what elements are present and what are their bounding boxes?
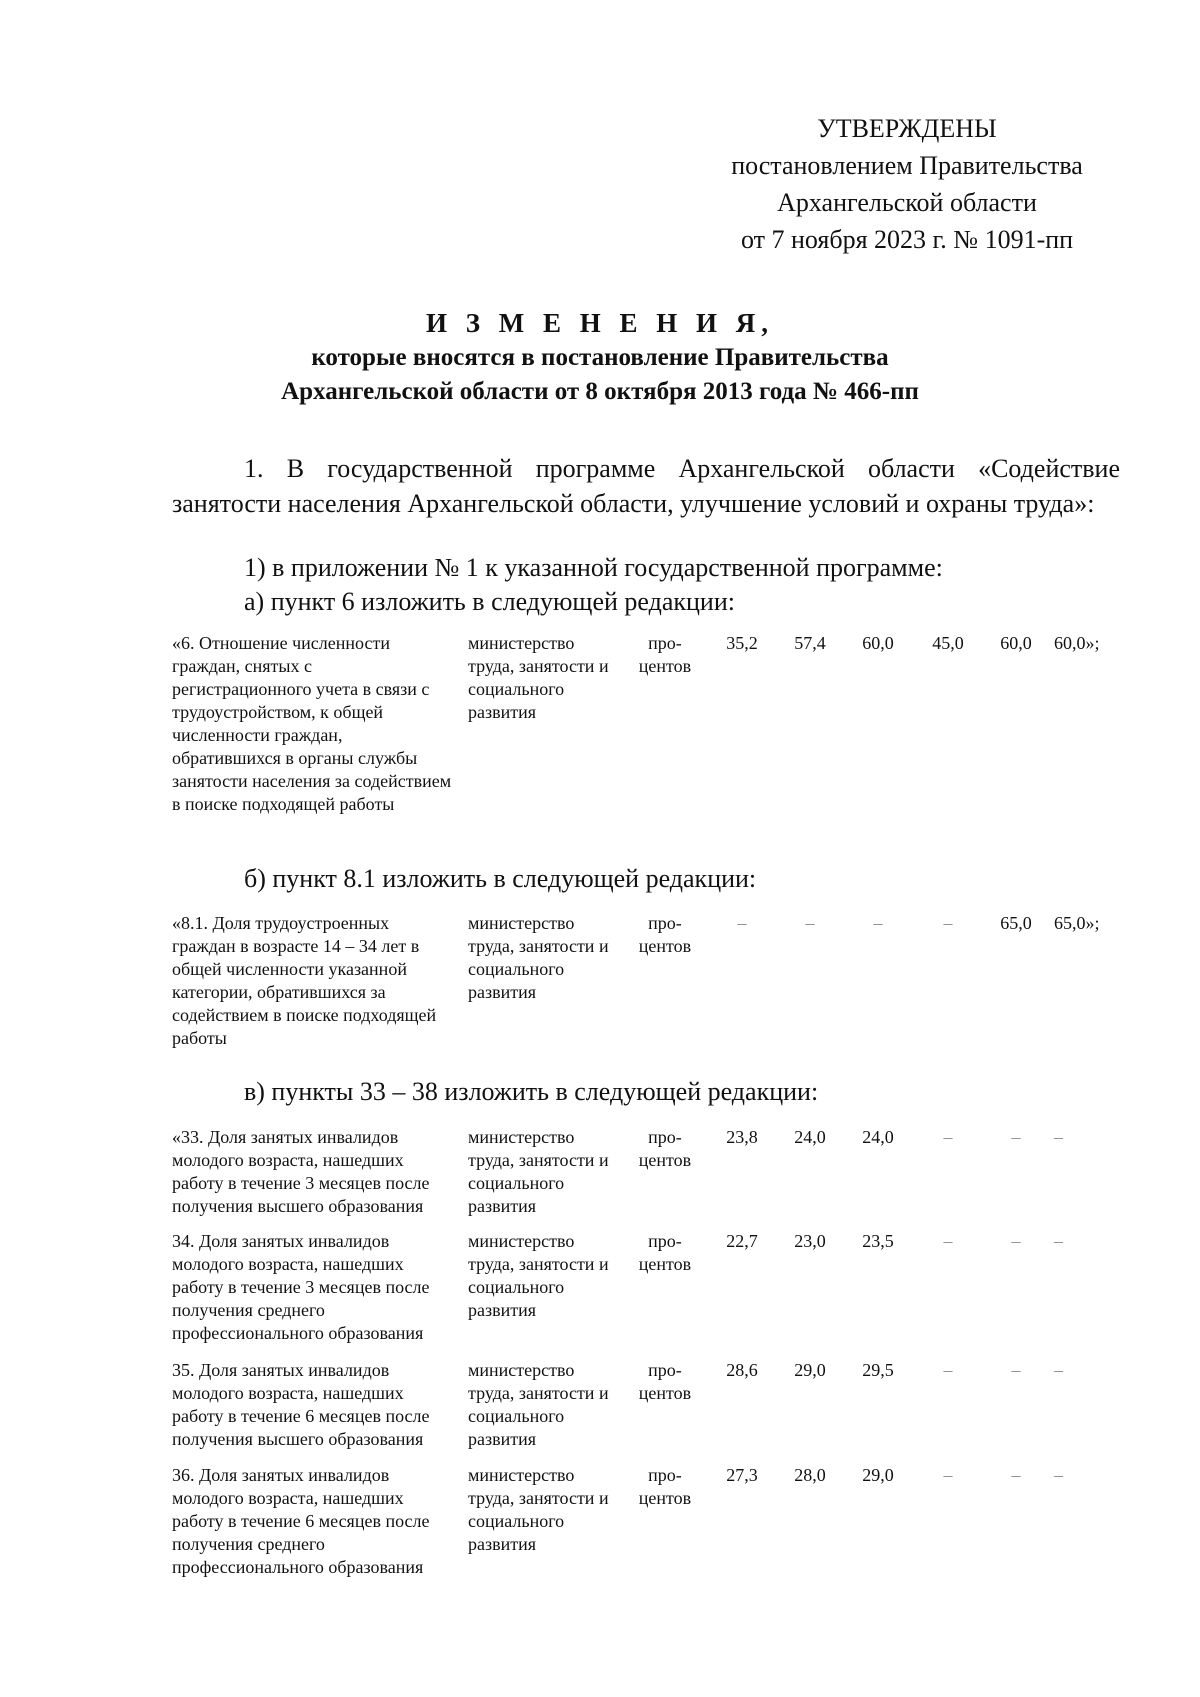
value-cell: – <box>943 1465 953 1485</box>
title-subheading: которые вносятся в постановление Правительства <box>311 344 889 371</box>
value-cell: 22,7 <box>726 1231 758 1251</box>
value-cell: – <box>805 913 815 933</box>
value-cell: 23,0 <box>794 1231 826 1251</box>
value-cell: 23,8 <box>726 1127 758 1147</box>
value-cell: – <box>873 913 883 933</box>
value-cell: – <box>1011 1231 1021 1251</box>
responsible-body: министерство труда, занятости и социального развития <box>468 913 609 1002</box>
approval-date-number: от 7 ноября 2023 г. № 1091-пп <box>740 225 1074 254</box>
value-cell: – <box>1054 1360 1063 1380</box>
unit-of-measure: про- центов <box>638 1465 692 1508</box>
title-subheading: Архангельской области от 8 октября 2013 года № 466-пп <box>281 378 919 405</box>
value-cell: 29,5 <box>862 1360 894 1380</box>
indicator-name: 34. Доля занятых инвалидов молодого возраста, нашедших работу в течение 3 месяцев после получения среднего профессионального образования <box>172 1231 430 1343</box>
responsible-body: министерство труда, занятости и социального развития <box>468 1465 609 1554</box>
value-cell: 29,0 <box>794 1360 826 1380</box>
value-cell: – <box>1054 1231 1063 1251</box>
value-cell: 45,0 <box>932 633 964 653</box>
value-cell: – <box>1054 1127 1063 1147</box>
value-cell: 57,4 <box>794 633 826 653</box>
item-1: 1) в приложении № 1 к указанной государственной программе: <box>244 553 943 582</box>
value-cell: 60,0 <box>1000 633 1032 653</box>
value-cell: – <box>1054 1465 1063 1485</box>
value-cell: 65,0»; <box>1054 913 1100 933</box>
value-cell: 60,0»; <box>1054 633 1100 653</box>
responsible-body: министерство труда, занятости и социального развития <box>468 1231 609 1320</box>
value-cell: – <box>943 1360 953 1380</box>
value-cell: – <box>943 1127 953 1147</box>
intro-section <box>172 451 1120 521</box>
value-cell: – <box>943 913 953 933</box>
indicator-name: «8.1. Доля трудоустроенных граждан в возрасте 14 – 34 лет в общей численности указанной категории, обратившихся за содействием в поиске подходящей работы <box>172 913 437 1048</box>
responsible-body: министерство труда, занятости и социального развития <box>468 633 609 722</box>
unit-of-measure: про- центов <box>638 913 692 956</box>
unit-of-measure: про- центов <box>638 1360 692 1403</box>
value-cell: 60,0 <box>862 633 894 653</box>
indicator-name: 35. Доля занятых инвалидов молодого возраста, нашедших работу в течение 6 месяцев после получения высшего образования <box>172 1360 430 1449</box>
value-cell: 28,6 <box>726 1360 758 1380</box>
value-cell: 65,0 <box>1000 913 1032 933</box>
value-cell: 23,5 <box>862 1231 894 1251</box>
item-a: а) пункт 6 изложить в следующей редакции: <box>244 587 735 616</box>
unit-of-measure: про- центов <box>638 1127 692 1170</box>
item-b: б) пункт 8.1 изложить в следующей редакции: <box>244 864 757 893</box>
document-title <box>0 305 1200 409</box>
responsible-body: министерство труда, занятости и социального развития <box>468 1127 609 1216</box>
value-cell: – <box>1011 1360 1021 1380</box>
unit-of-measure: про- центов <box>638 633 692 676</box>
item-v: в) пункты 33 – 38 изложить в следующей редакции: <box>244 1077 819 1106</box>
indicator-name: «33. Доля занятых инвалидов молодого возраста, нашедших работу в течение 3 месяцев после получения высшего образования <box>172 1127 430 1216</box>
responsible-body: министерство труда, занятости и социального развития <box>468 1360 609 1449</box>
approval-heading: УТВЕРЖДЕНЫ <box>817 114 997 143</box>
value-cell: – <box>1011 1127 1021 1147</box>
approval-line: постановлением Правительства <box>731 151 1083 180</box>
value-cell: 28,0 <box>794 1465 826 1485</box>
value-cell: – <box>737 913 747 933</box>
indicator-name: 36. Доля занятых инвалидов молодого возраста, нашедших работу в течение 6 месяцев после получения среднего профессионального образования <box>172 1465 430 1577</box>
intro-paragraph: 1. В государственной программе Архангельской области «Содействие занятости населения Архангельской области, улучшение условий и охраны труда»: <box>172 454 1120 518</box>
value-cell: – <box>943 1231 953 1251</box>
indicator-name: «6. Отношение численности граждан, снятых с регистрационного учета в связи с трудоустройством, к общей численности граждан, обратившихся в органы службы занятости населения за содействием в поиске подходящей работы <box>172 633 452 814</box>
value-cell: 24,0 <box>794 1127 826 1147</box>
value-cell: 24,0 <box>862 1127 894 1147</box>
value-cell: – <box>1011 1465 1021 1485</box>
approval-line: Архангельской области <box>777 188 1037 217</box>
unit-of-measure: про- центов <box>638 1231 692 1274</box>
value-cell: 29,0 <box>862 1465 894 1485</box>
title-heading: И З М Е Н Е Н И Я, <box>425 308 774 338</box>
value-cell: 35,2 <box>726 633 758 653</box>
value-cell: 27,3 <box>726 1465 758 1485</box>
